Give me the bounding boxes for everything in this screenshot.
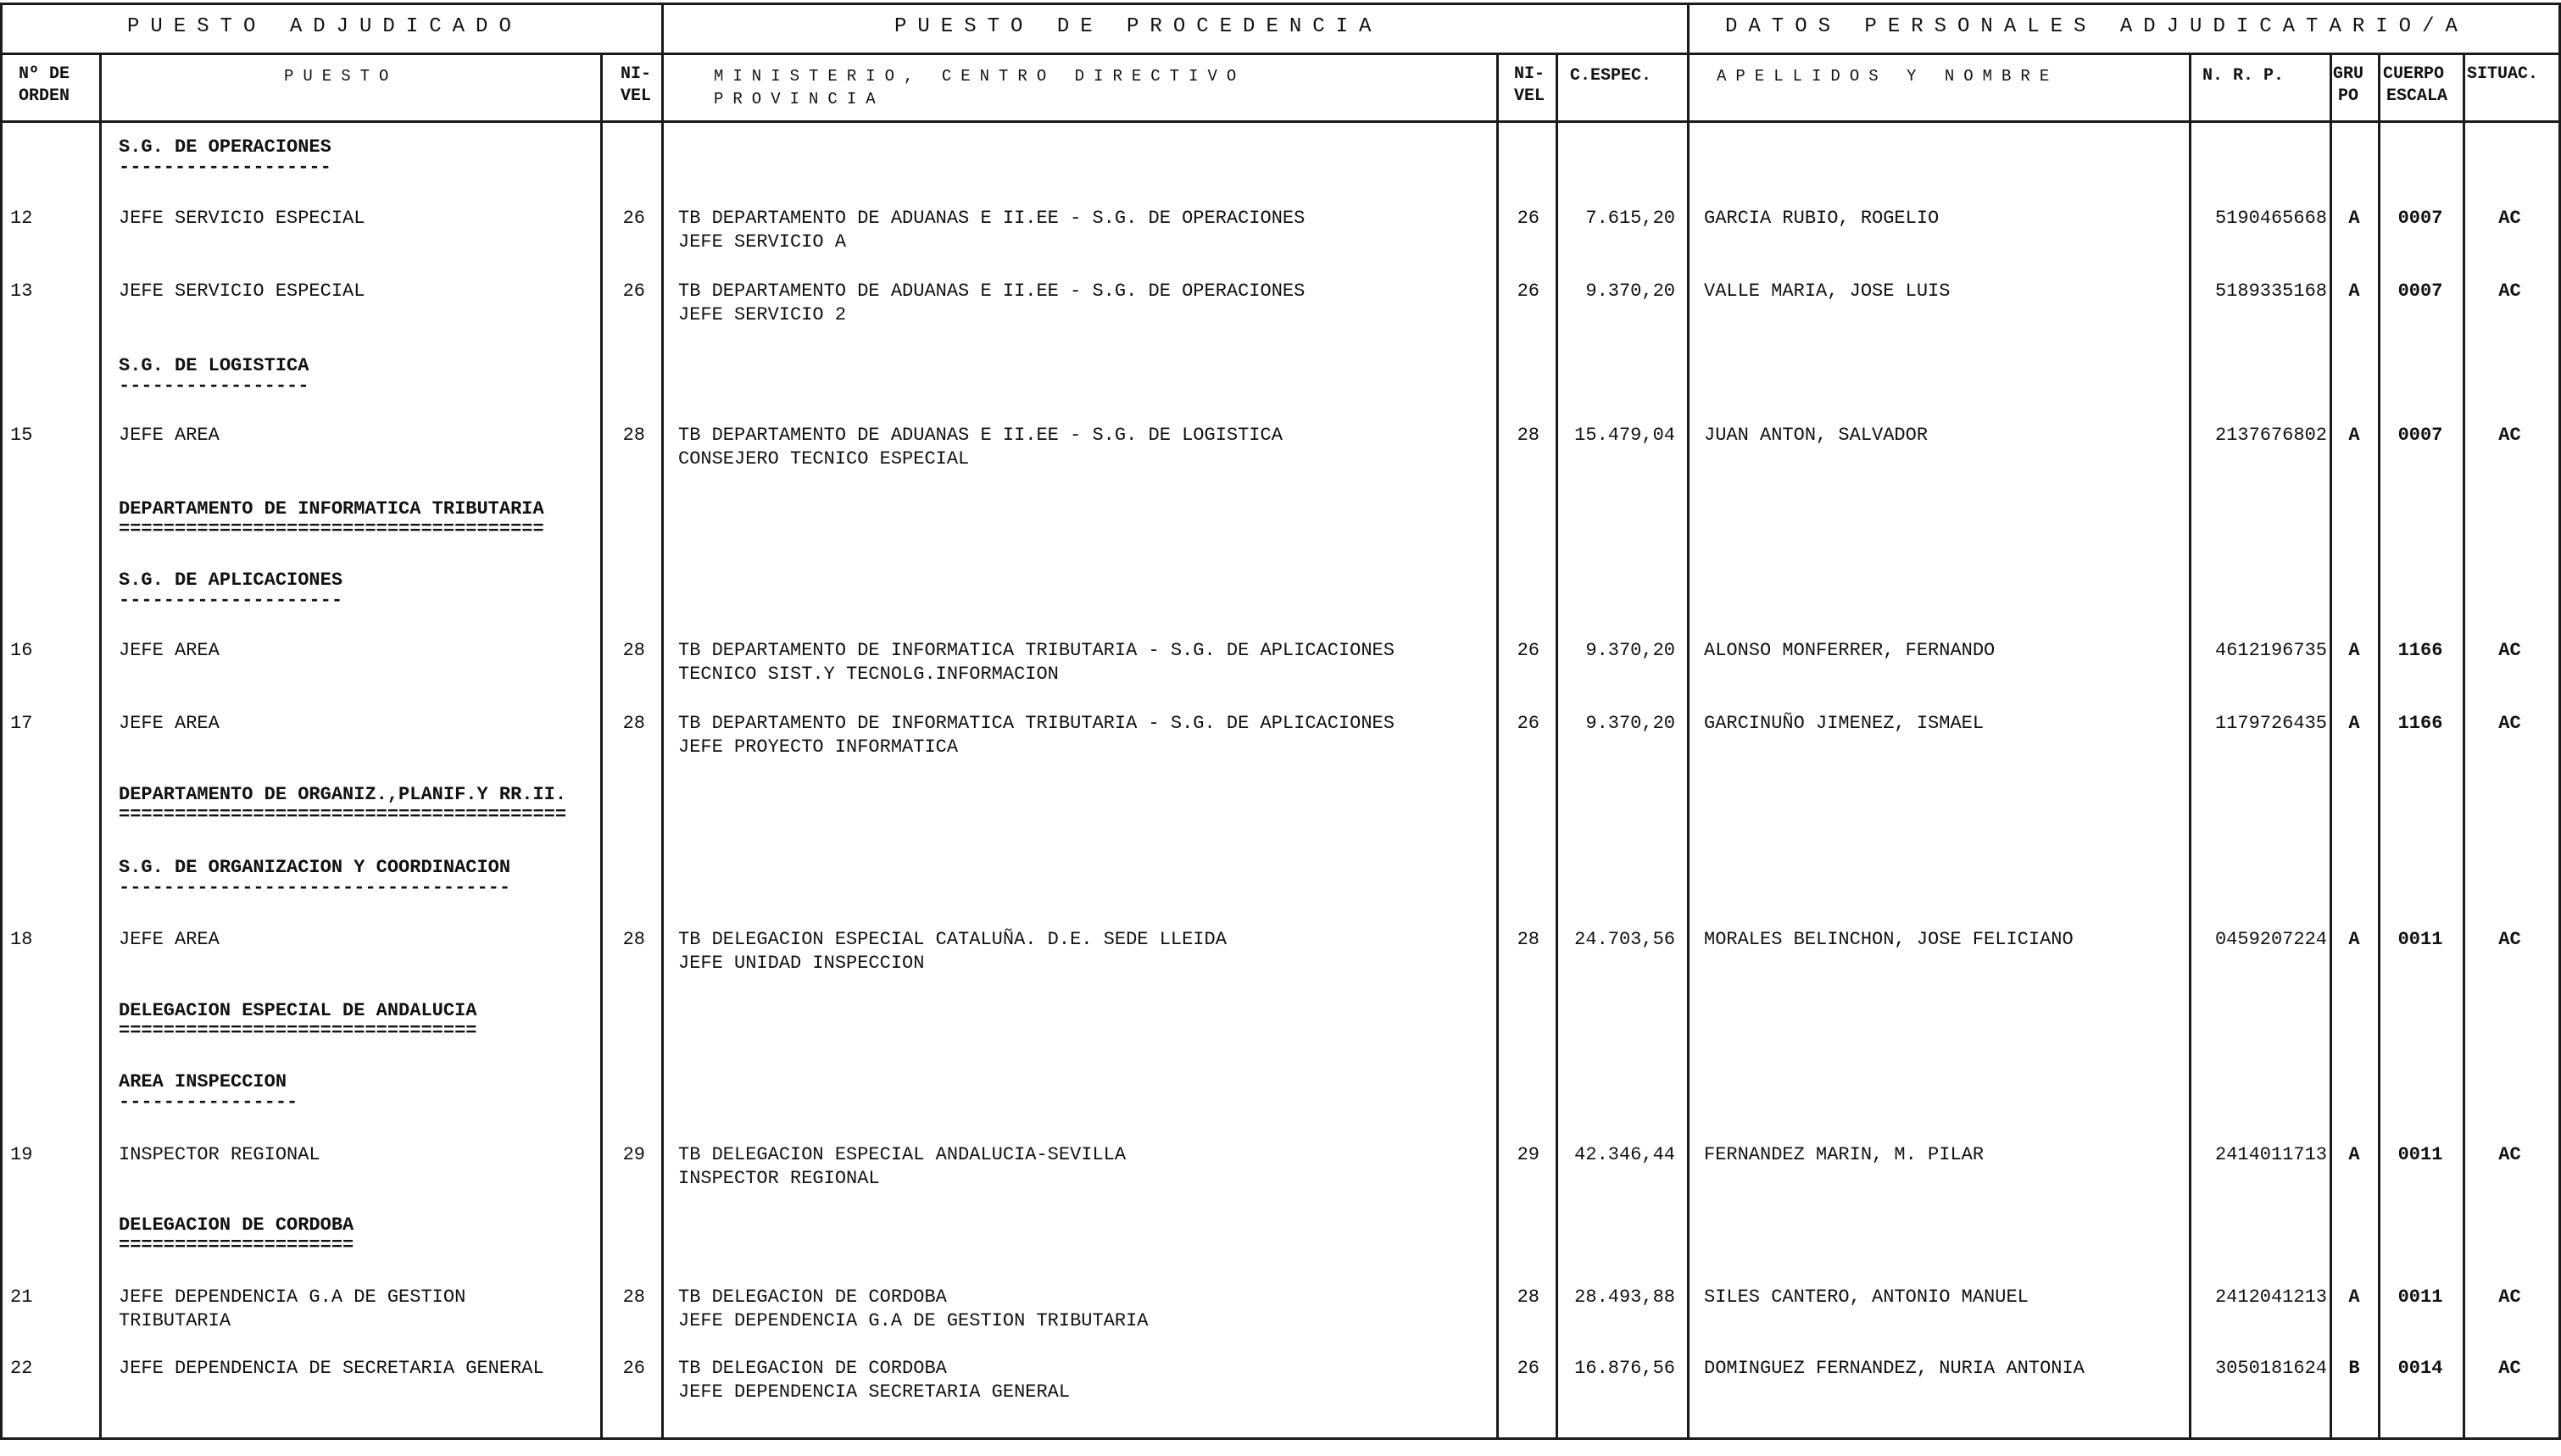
- cell-nivel: 28: [622, 640, 645, 661]
- cell-situac: AC: [2498, 1287, 2521, 1308]
- cell-nivel2: 26: [1517, 640, 1539, 661]
- section-title: DELEGACION ESPECIAL DE ANDALUCIA: [119, 1000, 477, 1021]
- cell-ministerio-line1: TB DEPARTAMENTO DE ADUANAS E II.EE - S.G. DE OPERACIONES: [678, 208, 1306, 229]
- cell-cespec: 9.370,20: [1585, 640, 1675, 661]
- cell-cespec: 16.876,56: [1574, 1358, 1675, 1379]
- cell-cuerpo: 0007: [2397, 425, 2443, 446]
- cell-nivel: 28: [622, 425, 645, 446]
- section-underline: =====================: [119, 1235, 354, 1256]
- header-situac: SITUAC.: [2467, 64, 2539, 84]
- section-underline: -------------------: [119, 157, 331, 178]
- rule-bottom: [0, 1437, 2561, 1440]
- cell-ministerio-line1: TB DEPARTAMENTO DE ADUANAS E II.EE - S.G. DE LOGISTICA: [678, 425, 1283, 446]
- cell-nivel2: 29: [1517, 1144, 1539, 1165]
- rule-col-apellidos: [2189, 53, 2191, 1440]
- cell-nombre: GARCIA RUBIO, ROGELIO: [1704, 208, 1940, 229]
- group-datos-personales: DATOS PERSONALES ADJUDICATARIO/A: [1725, 15, 2469, 38]
- cell-cespec: 28.493,88: [1574, 1287, 1675, 1308]
- cell-orden: 16: [10, 640, 33, 661]
- header-orden-line1: Nº DE: [19, 64, 70, 84]
- cell-puesto-line1: JEFE AREA: [119, 713, 220, 734]
- section-underline: ================================: [119, 1020, 477, 1042]
- cell-ministerio-line2: JEFE SERVICIO 2: [678, 304, 847, 325]
- rule-top: [0, 3, 2561, 5]
- cell-nombre: JUAN ANTON, SALVADOR: [1704, 425, 1929, 446]
- cell-situac: AC: [2498, 1144, 2521, 1165]
- cell-nivel2: 26: [1517, 208, 1539, 229]
- header-nrp: N. R. P.: [2202, 66, 2285, 86]
- cell-nivel2: 28: [1517, 425, 1539, 446]
- cell-situac: AC: [2498, 1358, 2521, 1379]
- section-title: S.G. DE OPERACIONES: [119, 136, 331, 158]
- cell-nivel: 28: [622, 929, 645, 950]
- cell-ministerio-line2: JEFE DEPENDENCIA SECRETARIA GENERAL: [678, 1381, 1071, 1403]
- cell-orden: 17: [10, 713, 33, 734]
- section-underline: ----------------: [119, 1092, 298, 1113]
- cell-puesto-line1: JEFE AREA: [119, 929, 220, 950]
- header-orden-line2: ORDEN: [19, 86, 70, 106]
- header-cuerpo-line2: ESCALA: [2386, 86, 2448, 106]
- rule-col-cuerpo: [2463, 53, 2465, 1440]
- cell-cespec: 42.346,44: [1574, 1144, 1675, 1165]
- section-underline: ======================================: [119, 519, 544, 540]
- cell-cuerpo: 1166: [2397, 640, 2443, 661]
- cell-nombre: SILES CANTERO, ANTONIO MANUEL: [1704, 1287, 2029, 1308]
- cell-orden: 21: [10, 1287, 33, 1308]
- cell-orden: 22: [10, 1358, 33, 1379]
- rule-group-bottom: [0, 53, 2561, 55]
- cell-situac: AC: [2498, 425, 2521, 446]
- cell-ministerio-line2: JEFE PROYECTO INFORMATICA: [678, 736, 959, 758]
- rule-col-puesto: [600, 53, 603, 1440]
- cell-situac: AC: [2498, 713, 2521, 734]
- cell-grupo: A: [2348, 425, 2360, 446]
- rule-left: [0, 3, 3, 1440]
- cell-puesto-line1: JEFE DEPENDENCIA DE SECRETARIA GENERAL: [119, 1358, 544, 1379]
- group-puesto-procedencia: PUESTO DE PROCEDENCIA: [894, 15, 1383, 38]
- cell-grupo: A: [2348, 208, 2360, 229]
- cell-grupo: A: [2348, 713, 2360, 734]
- section-underline: ========================================: [119, 804, 567, 825]
- section-title: DEPARTAMENTO DE INFORMATICA TRIBUTARIA: [119, 498, 544, 520]
- section-underline: --------------------: [119, 590, 343, 611]
- cell-grupo: A: [2348, 1144, 2360, 1165]
- cell-grupo: B: [2348, 1358, 2360, 1379]
- cell-orden: 13: [10, 281, 33, 302]
- section-title: S.G. DE APLICACIONES: [119, 570, 343, 591]
- header-cuerpo-line1: CUERPO: [2383, 64, 2445, 84]
- cell-puesto-line1: JEFE SERVICIO ESPECIAL: [119, 281, 365, 302]
- cell-ministerio-line1: TB DELEGACION ESPECIAL ANDALUCIA-SEVILLA: [678, 1144, 1127, 1165]
- cell-nombre: DOMINGUEZ FERNANDEZ, NURIA ANTONIA: [1704, 1358, 2085, 1379]
- cell-ministerio-line1: TB DELEGACION ESPECIAL CATALUÑA. D.E. SEDE LLEIDA: [678, 929, 1227, 950]
- cell-nombre: FERNANDEZ MARIN, M. PILAR: [1704, 1144, 1985, 1165]
- cell-ministerio-line2: JEFE UNIDAD INSPECCION: [678, 953, 925, 974]
- cell-nrp: 2414011713: [2214, 1144, 2327, 1165]
- cell-nombre: VALLE MARIA, JOSE LUIS: [1704, 281, 1951, 302]
- cell-nivel2: 26: [1517, 1358, 1539, 1379]
- cell-ministerio-line1: TB DELEGACION DE CORDOBA: [678, 1358, 947, 1379]
- cell-puesto-line1: JEFE AREA: [119, 425, 220, 446]
- cell-cespec: 9.370,20: [1585, 713, 1675, 734]
- cell-cuerpo: 0011: [2397, 1287, 2443, 1308]
- cell-nivel: 26: [622, 281, 645, 302]
- cell-cuerpo: 1166: [2397, 713, 2443, 734]
- cell-situac: AC: [2498, 929, 2521, 950]
- cell-cespec: 15.479,04: [1574, 425, 1675, 446]
- header-nivel2-line2: VEL: [1514, 86, 1545, 106]
- cell-nrp: 2412041213: [2214, 1287, 2327, 1308]
- cell-puesto-line1: JEFE SERVICIO ESPECIAL: [119, 208, 365, 229]
- cell-nombre: ALONSO MONFERRER, FERNANDO: [1704, 640, 1996, 661]
- cell-nombre: GARCINUÑO JIMENEZ, ISMAEL: [1704, 713, 1985, 734]
- rule-procedencia-datos: [1687, 3, 1690, 1440]
- header-ministerio-line1: MINISTERIO, CENTRO DIRECTIVO: [714, 67, 1246, 86]
- section-title: DEPARTAMENTO DE ORGANIZ.,PLANIF.Y RR.II.: [119, 784, 567, 805]
- cell-orden: 18: [10, 929, 33, 950]
- rule-header-bottom: [0, 120, 2561, 123]
- cell-ministerio-line2: JEFE DEPENDENCIA G.A DE GESTION TRIBUTARIA: [678, 1310, 1149, 1331]
- section-title: AREA INSPECCION: [119, 1071, 287, 1092]
- header-grupo-line2: PO: [2338, 86, 2359, 106]
- header-nivel-line1: NI-: [621, 64, 652, 84]
- cell-ministerio-line1: TB DELEGACION DE CORDOBA: [678, 1287, 947, 1308]
- cell-nrp: 4612196735: [2214, 640, 2327, 661]
- cell-orden: 15: [10, 425, 33, 446]
- cell-situac: AC: [2498, 281, 2521, 302]
- cell-cuerpo: 0007: [2397, 208, 2443, 229]
- cell-nivel: 28: [622, 713, 645, 734]
- cell-nombre: MORALES BELINCHON, JOSE FELICIANO: [1704, 929, 2074, 950]
- cell-nrp: 5189335168: [2214, 281, 2327, 302]
- cell-puesto-line2: TRIBUTARIA: [119, 1310, 231, 1331]
- header-cespec: C.ESPEC.: [1570, 66, 1652, 86]
- cell-cespec: 9.370,20: [1585, 281, 1675, 302]
- cell-puesto-line1: JEFE AREA: [119, 640, 220, 661]
- cell-nivel: 26: [622, 208, 645, 229]
- rule-col-ministerio: [1496, 53, 1499, 1440]
- cell-ministerio-line1: TB DEPARTAMENTO DE INFORMATICA TRIBUTARIA - S.G. DE APLICACIONES: [678, 713, 1395, 734]
- cell-cuerpo: 0011: [2397, 929, 2443, 950]
- cell-grupo: A: [2348, 281, 2360, 302]
- cell-cespec: 7.615,20: [1585, 208, 1675, 229]
- header-apellidos: APELLIDOS Y NOMBRE: [1717, 67, 2059, 86]
- cell-nrp: 1179726435: [2214, 713, 2327, 734]
- cell-nrp: 3050181624: [2214, 1358, 2327, 1379]
- cell-nrp: 0459207224: [2214, 929, 2327, 950]
- cell-grupo: A: [2348, 929, 2360, 950]
- cell-nivel: 29: [622, 1144, 645, 1165]
- cell-ministerio-line2: INSPECTOR REGIONAL: [678, 1168, 880, 1189]
- cell-nivel: 28: [622, 1287, 645, 1308]
- cell-grupo: A: [2348, 640, 2360, 661]
- section-title: S.G. DE ORGANIZACION Y COORDINACION: [119, 857, 511, 878]
- cell-ministerio-line2: TECNICO SIST.Y TECNOLG.INFORMACION: [678, 664, 1059, 685]
- cell-nivel2: 26: [1517, 281, 1539, 302]
- section-title: DELEGACION DE CORDOBA: [119, 1214, 354, 1236]
- cell-ministerio-line2: JEFE SERVICIO A: [678, 231, 847, 253]
- rule-col-nivel2: [1556, 53, 1558, 1440]
- cell-situac: AC: [2498, 640, 2521, 661]
- rule-col-nrp: [2330, 53, 2332, 1440]
- rule-adjudicado-procedencia: [661, 3, 664, 1440]
- cell-grupo: A: [2348, 1287, 2360, 1308]
- header-nivel2-line1: NI-: [1514, 64, 1545, 84]
- cell-cespec: 24.703,56: [1574, 929, 1675, 950]
- cell-orden: 12: [10, 208, 33, 229]
- section-underline: -----------------: [119, 375, 309, 397]
- cell-nivel2: 28: [1517, 1287, 1539, 1308]
- section-underline: -----------------------------------: [119, 877, 511, 898]
- cell-orden: 19: [10, 1144, 33, 1165]
- cell-nivel2: 26: [1517, 713, 1539, 734]
- cell-cuerpo: 0007: [2397, 281, 2443, 302]
- rule-col-orden: [99, 53, 102, 1440]
- cell-ministerio-line2: CONSEJERO TECNICO ESPECIAL: [678, 448, 970, 470]
- group-puesto-adjudicado: PUESTO ADJUDICADO: [127, 15, 522, 38]
- cell-puesto-line1: INSPECTOR REGIONAL: [119, 1144, 320, 1165]
- cell-situac: AC: [2498, 208, 2521, 229]
- section-title: S.G. DE LOGISTICA: [119, 355, 309, 376]
- cell-nrp: 2137676802: [2214, 425, 2327, 446]
- header-ministerio-line2: PROVINCIA: [714, 90, 885, 108]
- cell-cuerpo: 0011: [2397, 1144, 2443, 1165]
- header-puesto: PUESTO: [284, 67, 398, 86]
- header-grupo-line1: GRU: [2333, 64, 2364, 84]
- cell-nrp: 5190465668: [2214, 208, 2327, 229]
- cell-puesto-line1: JEFE DEPENDENCIA G.A DE GESTION: [119, 1287, 466, 1308]
- cell-ministerio-line1: TB DEPARTAMENTO DE INFORMATICA TRIBUTARIA - S.G. DE APLICACIONES: [678, 640, 1395, 661]
- cell-nivel: 26: [622, 1358, 645, 1379]
- cell-cuerpo: 0014: [2397, 1358, 2443, 1379]
- cell-nivel2: 28: [1517, 929, 1539, 950]
- rule-col-grupo: [2378, 53, 2380, 1440]
- header-nivel-line2: VEL: [621, 86, 652, 106]
- cell-ministerio-line1: TB DEPARTAMENTO DE ADUANAS E II.EE - S.G. DE OPERACIONES: [678, 281, 1306, 302]
